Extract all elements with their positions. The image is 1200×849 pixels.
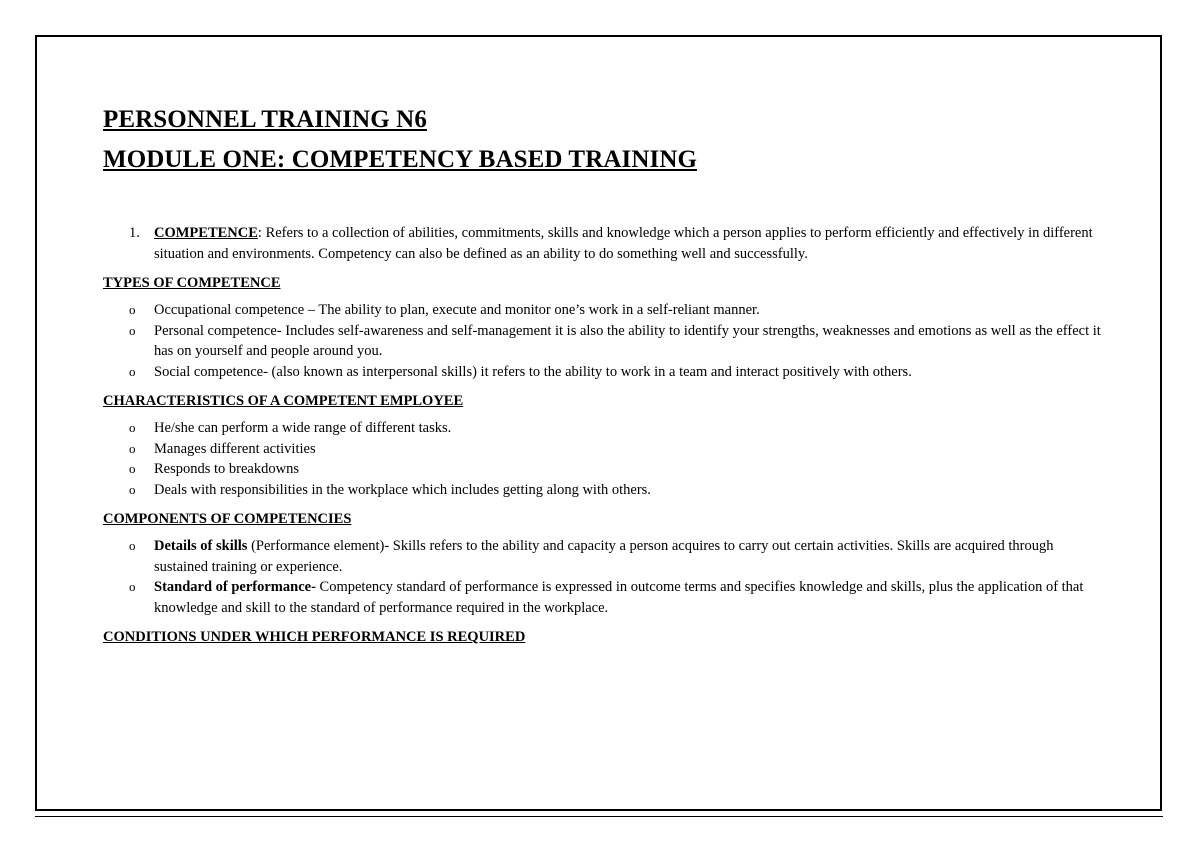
list-item [103,577,1103,618]
bullet-icon: o [129,302,136,317]
list-item [103,418,1103,439]
bullet-icon: o [129,579,136,594]
types-of-competence-list [103,300,1103,382]
list-item [103,459,1103,480]
component-text: Competency standard of performance is expressed in outcome terms and specifies knowledge and skills, plus the application of that knowledge and skill to the standard of performance required in the workplace. [154,579,1084,616]
list-item [103,439,1103,460]
list-item [103,536,1103,577]
list-item-text: Social competence- (also known as interpersonal skills) it refers to the ability to work in a team and interact positively with others. [154,363,912,380]
footer-rule [35,816,1163,817]
list-item-text: He/she can perform a wide range of different tasks. [154,420,452,436]
component-lead: Standard of performance- [154,579,316,595]
conditions-heading: CONDITIONS UNDER WHICH PERFORMANCE IS REQUIRED [103,629,526,645]
bullet-icon: o [129,481,136,497]
types-of-competence-heading: TYPES OF COMPETENCE [103,275,281,291]
component-text: (Performance element)- Skills refers to the ability and capacity a person acquires to carry out certain activities. Skills are acquired through sustained training or experience. [154,538,1054,575]
list-item [103,362,1103,383]
list-item [103,300,1103,321]
document-title: PERSONNEL TRAINING N6 [103,106,427,133]
module-title: MODULE ONE: COMPETENCY BASED TRAINING [103,146,698,173]
document-body [103,103,1103,647]
characteristics-list [103,418,1103,500]
bullet-icon: o [129,363,136,379]
competence-definition [103,223,1103,264]
bullet-icon: o [129,461,136,476]
list-item-text: Personal competence- Includes self-awareness and self-management it is also the ability to identify your strengths, weaknesses and emotions as well as the effect it has on yourself and people around you. [154,322,1101,359]
components-list [103,536,1103,618]
competence-definition-list [103,223,1103,264]
list-number: 1. [129,225,140,241]
characteristics-heading: CHARACTERISTICS OF A COMPETENT EMPLOYEE [103,393,464,409]
list-item-text: Occupational competence – The ability to plan, execute and monitor one’s work in a self-reliant manner. [154,302,760,318]
bullet-icon: o [129,440,136,456]
components-heading: COMPONENTS OF COMPETENCIES [103,511,352,527]
competence-term: COMPETENCE [154,225,258,241]
list-item-text: Responds to breakdowns [154,461,299,477]
bullet-icon: o [129,420,136,435]
bullet-icon: o [129,322,136,338]
list-item-text: Manages different activities [154,440,316,457]
component-lead: Details of skills [154,538,248,554]
bullet-icon: o [129,538,136,553]
list-item [103,480,1103,501]
list-item-text: Deals with responsibilities in the workplace which includes getting along with others. [154,481,651,498]
list-item [103,321,1103,362]
competence-definition-text: : Refers to a collection of abilities, commitments, skills and knowledge which a person applies to perform efficiently and effectively in different situation and environments. Competency can also be defined as an ability to do something well and successfully. [154,225,1093,262]
